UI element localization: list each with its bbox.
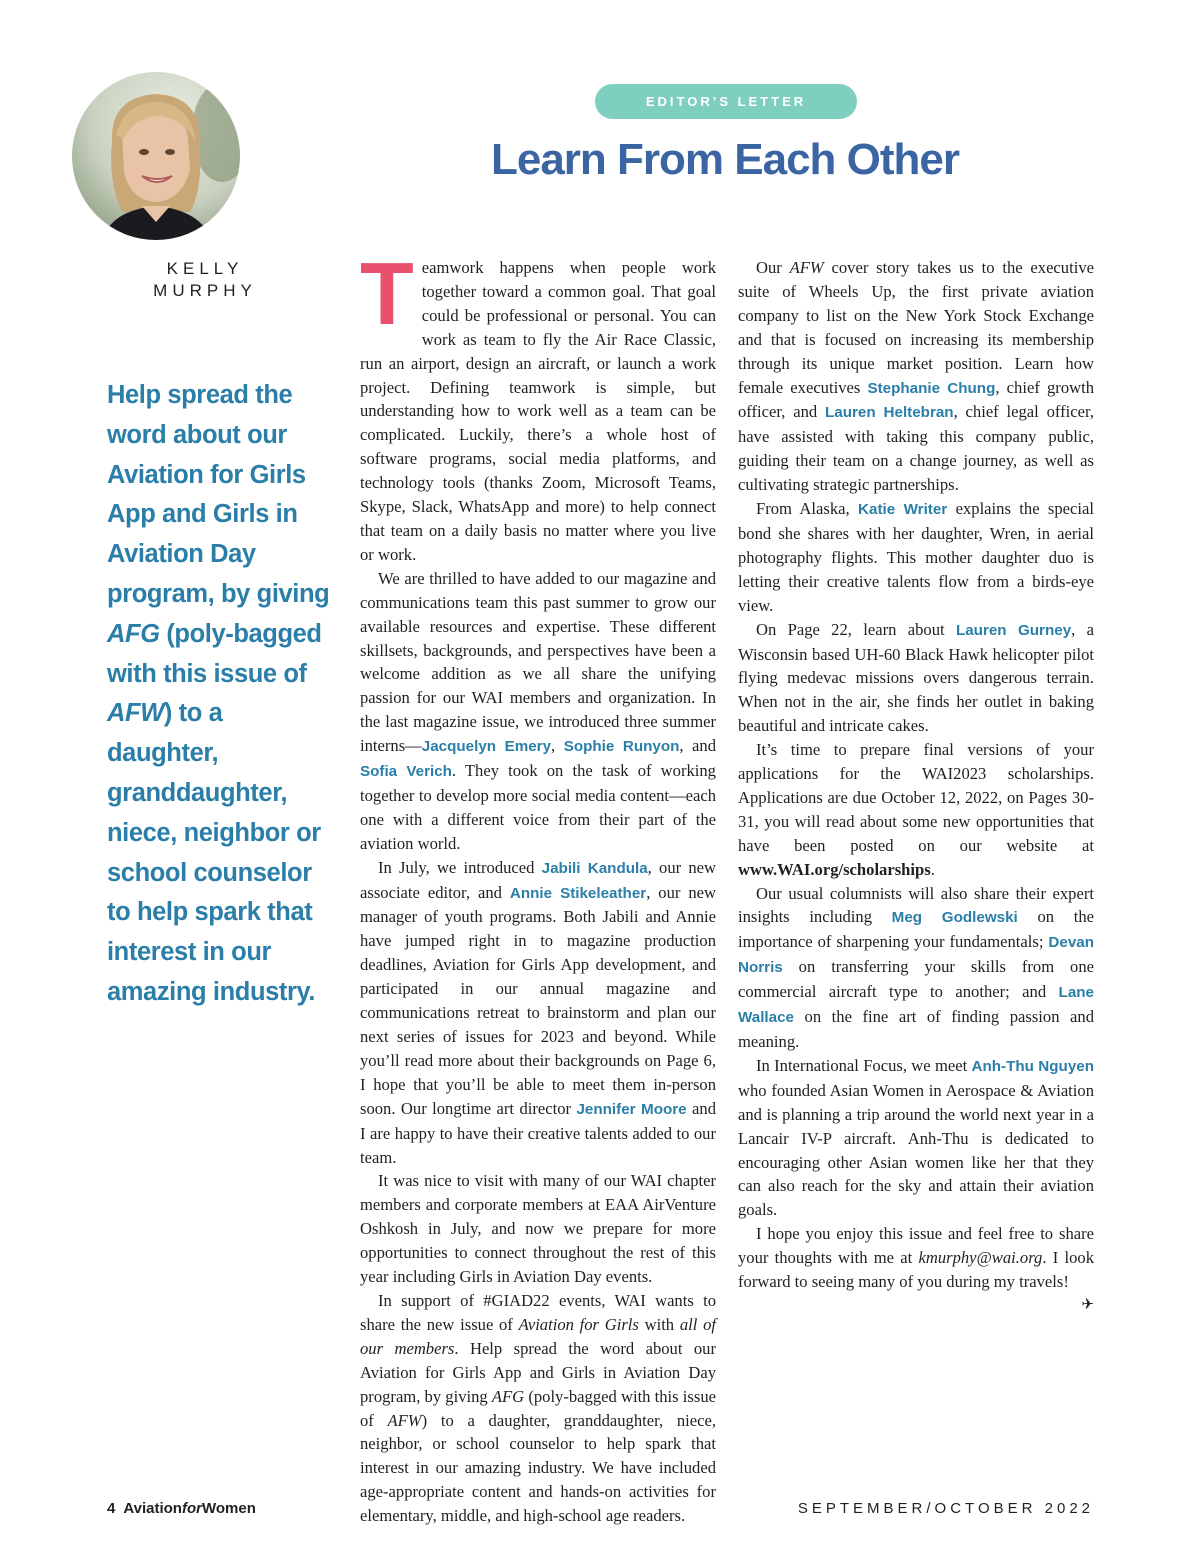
author-first-name: KELLY xyxy=(166,259,244,278)
paragraph-continued: ) to a daughter, granddaughter, niece, neighbor, or school counselor to help spark that interest in our amazing industry. We have included age-appropriate content and hands-on activities for elementary, middle, and high-school age readers. xyxy=(360,1410,716,1526)
name-devan-norris: Devan Norris xyxy=(738,934,1094,977)
pull-quote-text: Help spread the word about our Aviation for Girls App and Girls in Aviation Day program, by giving xyxy=(107,381,330,608)
paragraph: Our usual columnists will also share their expert insights including Meg Godlewski on the importance of sharpening your fundamentals; Devan Norris on transferring your skills from one commercial aircraft type to another; and Lane Wallace on the fine art of finding passion and meaning. xyxy=(738,883,1094,1051)
drop-cap: T xyxy=(360,244,414,343)
page-title: Learn From Each Other xyxy=(490,135,959,184)
name-meg-godlewski: Meg Godlewski xyxy=(891,909,1018,927)
paragraph: Our AFW cover story takes us to the executive suite of Wheels Up, the first private aviation company to list on the New York Stock Exchange and that is focused on increasing its membership through its unique market position. Learn how female executives Stephanie Chung, chief growth officer, and Lauren Heltebran, chief legal officer, have assisted with taking this company public, guiding their team on a change journey, as well as cultivating strategic partnerships. xyxy=(738,258,1095,495)
paragraph: It’s time to prepare final versions of your applications for the WAI2023 scholarships. Applications are due October 12, 2022, on Pages 30-31, you will read about some new opportunities that have been posted on our website at www.WAI.org/scholarships. xyxy=(738,740,1094,879)
name-jennifer-moore: Jennifer Moore xyxy=(576,1100,687,1118)
paragraph: In July, we introduced Jabili Kandula, our new associate editor, and Annie Stikeleather, our new manager of youth programs. Both Jabili and Annie have jumped right in to magazine production deadlines, Aviation for Girls App development, and participated in our annual magazine and communications retreat to brainstorm and plan our next series of issues for 2023 and beyond. While you’ll read more about their backgrounds on Page 6, I hope that you’ll be able to meet them in-person soon. Our longtime art director Jennifer Moore and I are happy to have their creative talents added to our team. xyxy=(360,857,717,1167)
paragraph: From Alaska, Katie Writer explains the special bond she shares with her daughter, Wren, in aerial photography flights. This mother daughter duo is letting their creative talents flow from a birds-eye view. xyxy=(738,499,1095,615)
paragraph: Teamwork happens when people work together toward a common goal. That goal could be professional or personal. You can work as team to fly the Air Race Classic, run an airport, design an aircraft, or launch a work project. Defining teamwork is simple, but understanding how to work well as a team can be complicated. Luckily, there’s a whole host of software programs, social media platforms, and technology tools (thanks Zoom, Microsoft Teams, Skype, Slack, WhatsApp and more) to help connect that team on a daily basis no matter where you live or work. xyxy=(360,244,716,564)
name-anh-thu-nguyen: Anh-Thu Nguyen xyxy=(971,1057,1094,1075)
name-lauren-heltebran: Lauren Heltebran xyxy=(825,404,954,422)
paragraph: I hope you enjoy this issue and feel free to share your thoughts with me at kmurphy@wai.org. I look forward to seeing many of you during my travels! ✈ xyxy=(738,1222,1094,1294)
pull-quote-afw: AFW xyxy=(107,699,164,728)
body-column-2 xyxy=(738,256,1094,1318)
pull-quote xyxy=(107,376,332,1013)
author-photo xyxy=(72,72,240,240)
name-sophie-runyon: Sophie Runyon xyxy=(563,738,680,756)
name-lane-wallace: Lane Wallace xyxy=(738,984,1094,1027)
paragraph: In International Focus, we meet Anh-Thu Nguyen who founded Asian Women in Aerospace & Aviation and is planning a trip around the world next year in a Lancair IV-P aircraft. Anh-Thu is dedicated to encouraging other Asian women like her that they can also reach for the sky and attain their aviation goals. xyxy=(738,1055,1094,1220)
paragraph: In support of #GIAD22 events, WAI wants to share the new issue of Aviation for Girls with all of our members. Help spread the word about our Aviation for Girls App and Girls in Aviation Day program, by giving AFG (poly-bagged with this issue of AFW) to a daughter, granddaughter, niece, neighbor, or school counselor to help spark that interest in our amazing industry. We have included age-appropriate content and hands-on activities for elementary, middle, and high-school age readers. xyxy=(360,1290,717,1526)
author-last-name: MURPHY xyxy=(153,281,257,300)
footer-folio xyxy=(107,1500,256,1517)
author-name xyxy=(100,258,310,302)
pull-quote-text: ) to a daughter, granddaughter, niece, neighbor or school counselor to help spark that interest in our amazing industry. xyxy=(107,699,321,1006)
magazine-logo: AviationforWomen xyxy=(123,1500,256,1517)
name-katie-writer: Katie Writer xyxy=(858,501,948,519)
name-jabili-kandula: Jabili Kandula xyxy=(541,859,648,877)
paragraph: We are thrilled to have added to our magazine and communications team this past summer to grow our available resources and expertise. These different skillsets, backgrounds, and perspectives have been a welcome addition as we all share the unifying passion for our WAI members and organization. In the last magazine issue, we introduced three summer interns—Jacquelyn Emery, Sophie Runyon, and Sofia Verich. They took on the task of working together to develop more social media content—each one with a different voice from their part of the aviation world. xyxy=(360,568,716,853)
name-jacquelyn-emery: Jacquelyn Emery xyxy=(421,738,552,756)
name-lauren-gurney: Lauren Gurney xyxy=(955,621,1072,639)
paragraph: On Page 22, learn about Lauren Gurney, a Wisconsin based UH-60 Black Hawk helicopter pilot flying medevac missions overs dangerous terrain. When not in the air, she finds her outlet in baking beautiful and intricate cakes. xyxy=(738,619,1094,736)
name-stephanie-chung: Stephanie Chung xyxy=(867,379,996,397)
name-annie-stikeleather: Annie Stikeleather xyxy=(509,884,647,902)
paragraph: It was nice to visit with many of our WAI chapter members and corporate members at EAA AirVenture Oshkosh in July, and now we prepare for more opportunities to connect throughout the rest of this year including Girls in Aviation Day events. xyxy=(360,1171,716,1287)
page-number: 4 xyxy=(107,1500,116,1517)
issue-date: SEPTEMBER/OCTOBER 2022 xyxy=(797,1500,1094,1517)
name-sofia-verich: Sofia Verich xyxy=(360,763,452,781)
body-column-1 xyxy=(360,244,717,1528)
airplane-icon: ✈ xyxy=(1081,1296,1094,1313)
pull-quote-text: (poly-bagged with this issue of xyxy=(107,619,322,688)
scholarships-link[interactable]: www.WAI.org/scholarships xyxy=(738,859,931,879)
pull-quote-afg: AFG xyxy=(107,619,160,648)
email-link[interactable]: kmurphy@wai.org xyxy=(918,1248,1043,1268)
section-label: EDITOR’S LETTER xyxy=(595,84,857,119)
